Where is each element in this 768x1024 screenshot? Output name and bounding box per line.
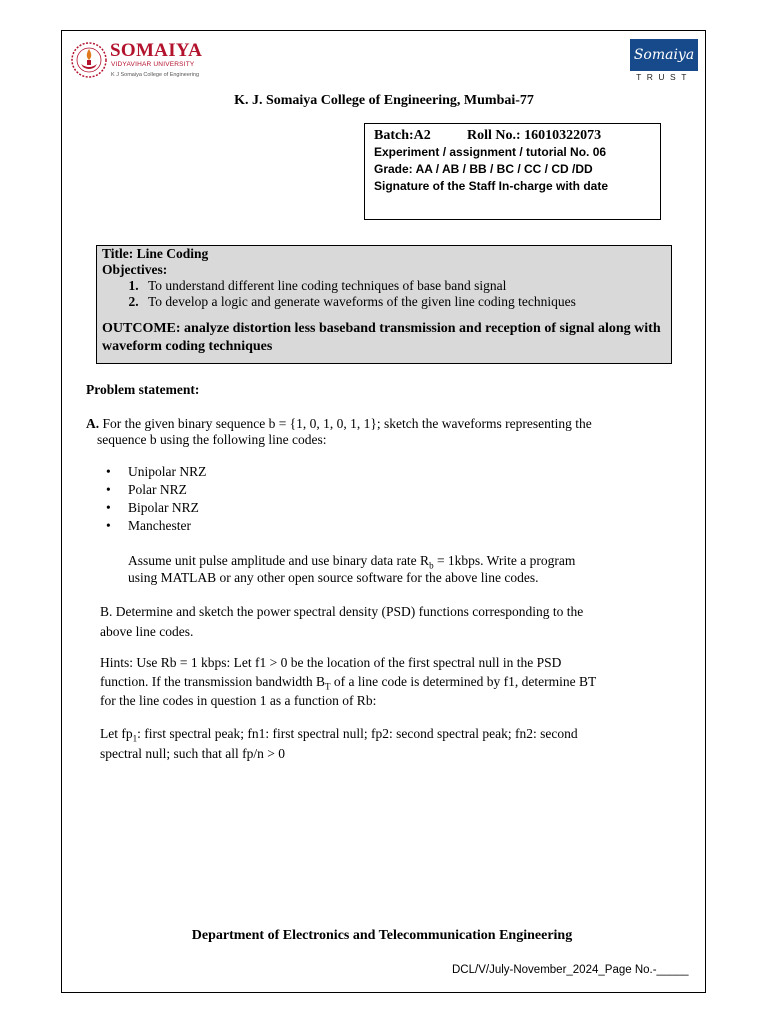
part-a-line-1	[86, 415, 592, 432]
logo-brand: SOMAIYA	[110, 40, 203, 61]
let-text-b: : first spectral peak; fn1: first spectral null; fp2: second spectral peak; fn2: second	[137, 726, 578, 741]
somaiya-university-logo	[70, 38, 220, 84]
logo-college: K J Somaiya College of Engineering	[111, 72, 200, 78]
part-a-label: A.	[86, 416, 100, 431]
page-footer: DCL/V/July-November_2024_Page No.-_____	[452, 964, 689, 976]
hints-text-b: of a line code is determined by f1, determine BT	[330, 674, 597, 689]
line-codes-list	[106, 463, 206, 535]
objective-item: 1. To understand different line coding techniques of base band signal	[142, 278, 666, 294]
trust-logo-box	[630, 39, 698, 71]
hints-text-a: function. If the transmission bandwidth B	[100, 674, 325, 689]
somaiya-trust-logo	[630, 39, 698, 83]
experiment-number: Experiment / assignment / tutorial No. 06	[374, 145, 607, 159]
hints-subscript: T	[324, 681, 331, 692]
roll-number: Roll No.: 16010322073	[467, 128, 602, 143]
assume-line-2: using MATLAB or any other open source software for the above line codes.	[128, 570, 539, 585]
trust-word: TRUST	[636, 72, 692, 82]
title-objectives-box	[96, 245, 672, 364]
part-a-line-2: sequence b using the following line codes:	[97, 432, 327, 447]
part-b-line-2: above line codes.	[100, 624, 194, 639]
list-item: • Manchester	[106, 517, 206, 535]
let-subscript: 1	[132, 733, 138, 744]
let-line-2: spectral null; such that all fp/n > 0	[100, 746, 285, 761]
college-title: K. J. Somaiya College of Engineering, Mumbai-77	[234, 93, 534, 108]
list-item: • Unipolar NRZ	[106, 463, 206, 481]
logo-subtitle: VIDYAVIHAR UNIVERSITY	[111, 61, 195, 68]
outcome: OUTCOME: analyze distortion less baseband transmission and reception of signal along with waveform coding techniques	[102, 321, 661, 354]
trust-script: Somaiya	[633, 47, 695, 63]
submission-info-box	[364, 123, 661, 220]
experiment-title: Title: Line Coding	[102, 246, 209, 261]
department-footer: Department of Electronics and Telecommunication Engineering	[191, 928, 573, 943]
let-text-a: Let fp	[100, 726, 133, 741]
objective-item: 2. To develop a logic and generate waveforms of the given line coding techniques	[142, 294, 666, 310]
list-item: • Bipolar NRZ	[106, 499, 206, 517]
assume-text-b: = 1kbps. Write a program	[433, 553, 576, 568]
hints-line-3: for the line codes in question 1 as a function of Rb:	[100, 693, 377, 708]
objectives-label: Objectives:	[102, 262, 168, 277]
assume-text-a: Assume unit pulse amplitude and use binary data rate R	[128, 553, 430, 568]
list-item: • Polar NRZ	[106, 481, 206, 499]
staff-signature-label: Signature of the Staff In-charge with date	[374, 179, 609, 193]
assume-subscript: b	[429, 560, 434, 571]
part-b-line-1: B. Determine and sketch the power spectral density (PSD) functions corresponding to the	[100, 604, 584, 619]
batch: Batch:A2	[374, 128, 431, 143]
part-a-text: For the given binary sequence b = {1, 0, 1, 0, 1, 1}; sketch the waveforms representing the	[99, 416, 592, 431]
hints-line-1: Hints: Use Rb = 1 kbps: Let f1 > 0 be the location of the first spectral null in the PSD	[100, 655, 562, 670]
objectives-list	[102, 278, 666, 310]
problem-statement-label: Problem statement:	[86, 382, 200, 397]
somaiya-seal-icon	[70, 40, 108, 80]
grade-options: Grade: AA / AB / BB / BC / CC / CD /DD	[374, 162, 593, 176]
